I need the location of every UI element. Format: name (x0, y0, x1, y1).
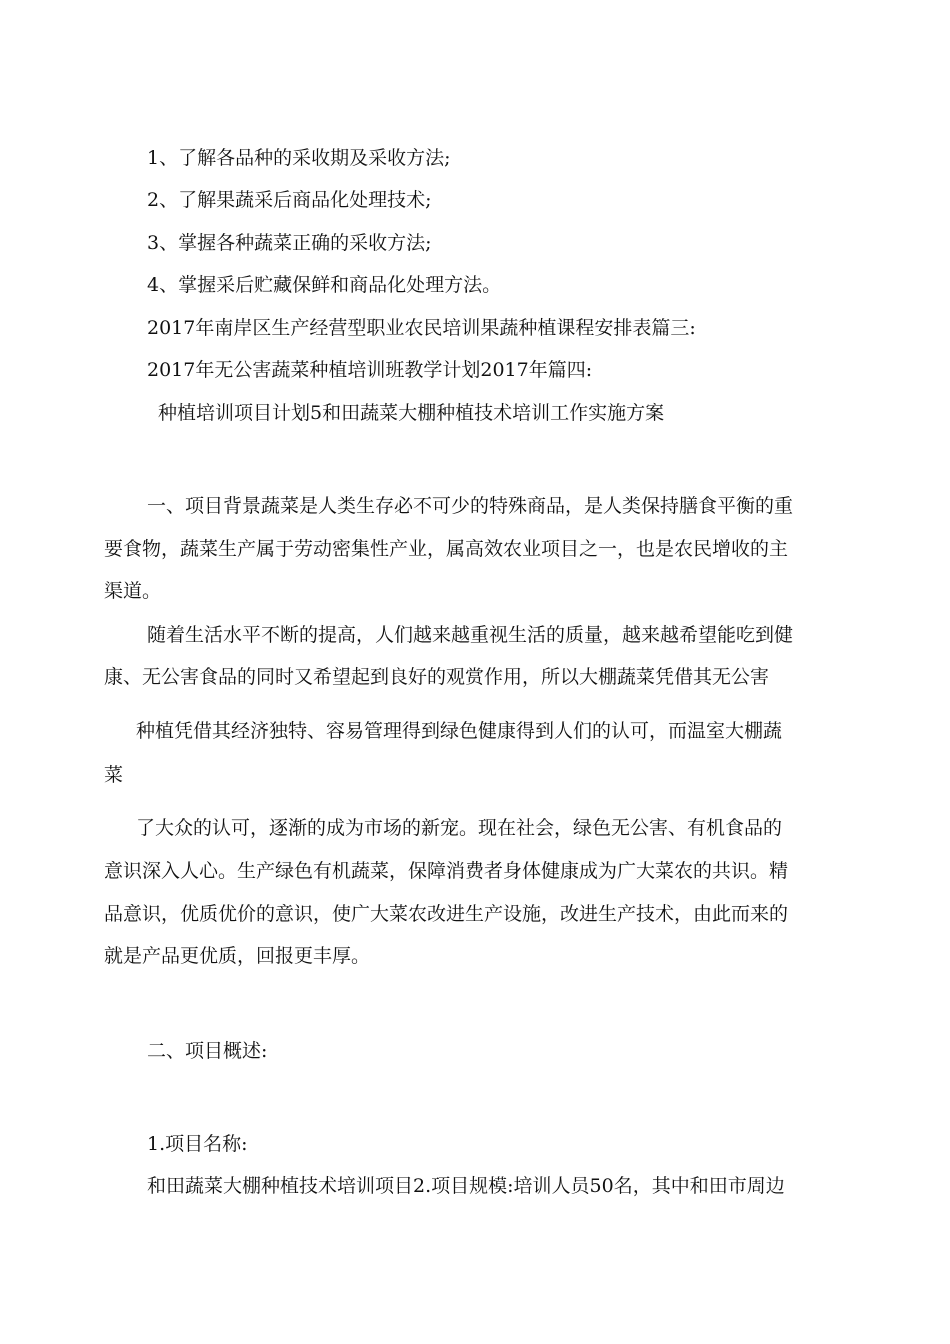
paragraph-line: 一、项目背景蔬菜是人类生存必不可少的特殊商品，是人类保持膳食平衡的重 (147, 495, 794, 517)
paragraph-line: 品意识，优质优价的意识，使广大菜农改进生产设施，改进生产技术，由此而来的 (104, 903, 789, 925)
paragraph-line: 种植凭借其经济独特、容易管理得到绿色健康得到人们的认可，而温室大棚蔬 (136, 720, 783, 742)
list-item: 2、了解果蔬采后商品化处理技术; (147, 189, 432, 211)
paragraph-line: 了大众的认可，逐渐的成为市场的新宠。现在社会，绿色无公害、有机食品的 (136, 817, 783, 839)
paragraph-line: 要食物，蔬菜生产属于劳动密集性产业，属高效农业项目之一，也是农民增收的主 (104, 538, 789, 560)
list-item: 1、了解各品种的采收期及采收方法; (147, 147, 451, 169)
paragraph-line: 随着生活水平不断的提高，人们越来越重视生活的质量，越来越希望能吃到健 (147, 624, 794, 646)
list-item: 3、掌握各种蔬菜正确的采收方法; (147, 232, 432, 254)
paragraph-line: 菜 (104, 764, 124, 786)
document-title: 种植培训项目计划5和田蔬菜大棚种植技术培训工作实施方案 (158, 402, 665, 424)
section-heading: 二、项目概述: (147, 1040, 268, 1062)
paragraph-line: 渠道。 (104, 580, 162, 602)
list-item: 1.项目名称: (147, 1133, 248, 1155)
paragraph-line: 意识深入人心。生产绿色有机蔬菜，保障消费者身体健康成为广大菜农的共识。精 (104, 860, 789, 882)
section-heading: 2017年无公害蔬菜种植培训班教学计划2017年篇四: (147, 359, 593, 381)
list-item: 4、掌握采后贮藏保鲜和商品化处理方法。 (147, 274, 502, 296)
paragraph-line: 和田蔬菜大棚种植技术培训项目2.项目规模:培训人员50名，其中和田市周边 (147, 1175, 785, 1197)
section-heading: 2017年南岸区生产经营型职业农民培训果蔬种植课程安排表篇三: (147, 317, 696, 339)
paragraph-line: 康、无公害食品的同时又希望起到良好的观赏作用，所以大棚蔬菜凭借其无公害 (104, 666, 770, 688)
paragraph-line: 就是产品更优质，回报更丰厚。 (104, 945, 371, 967)
